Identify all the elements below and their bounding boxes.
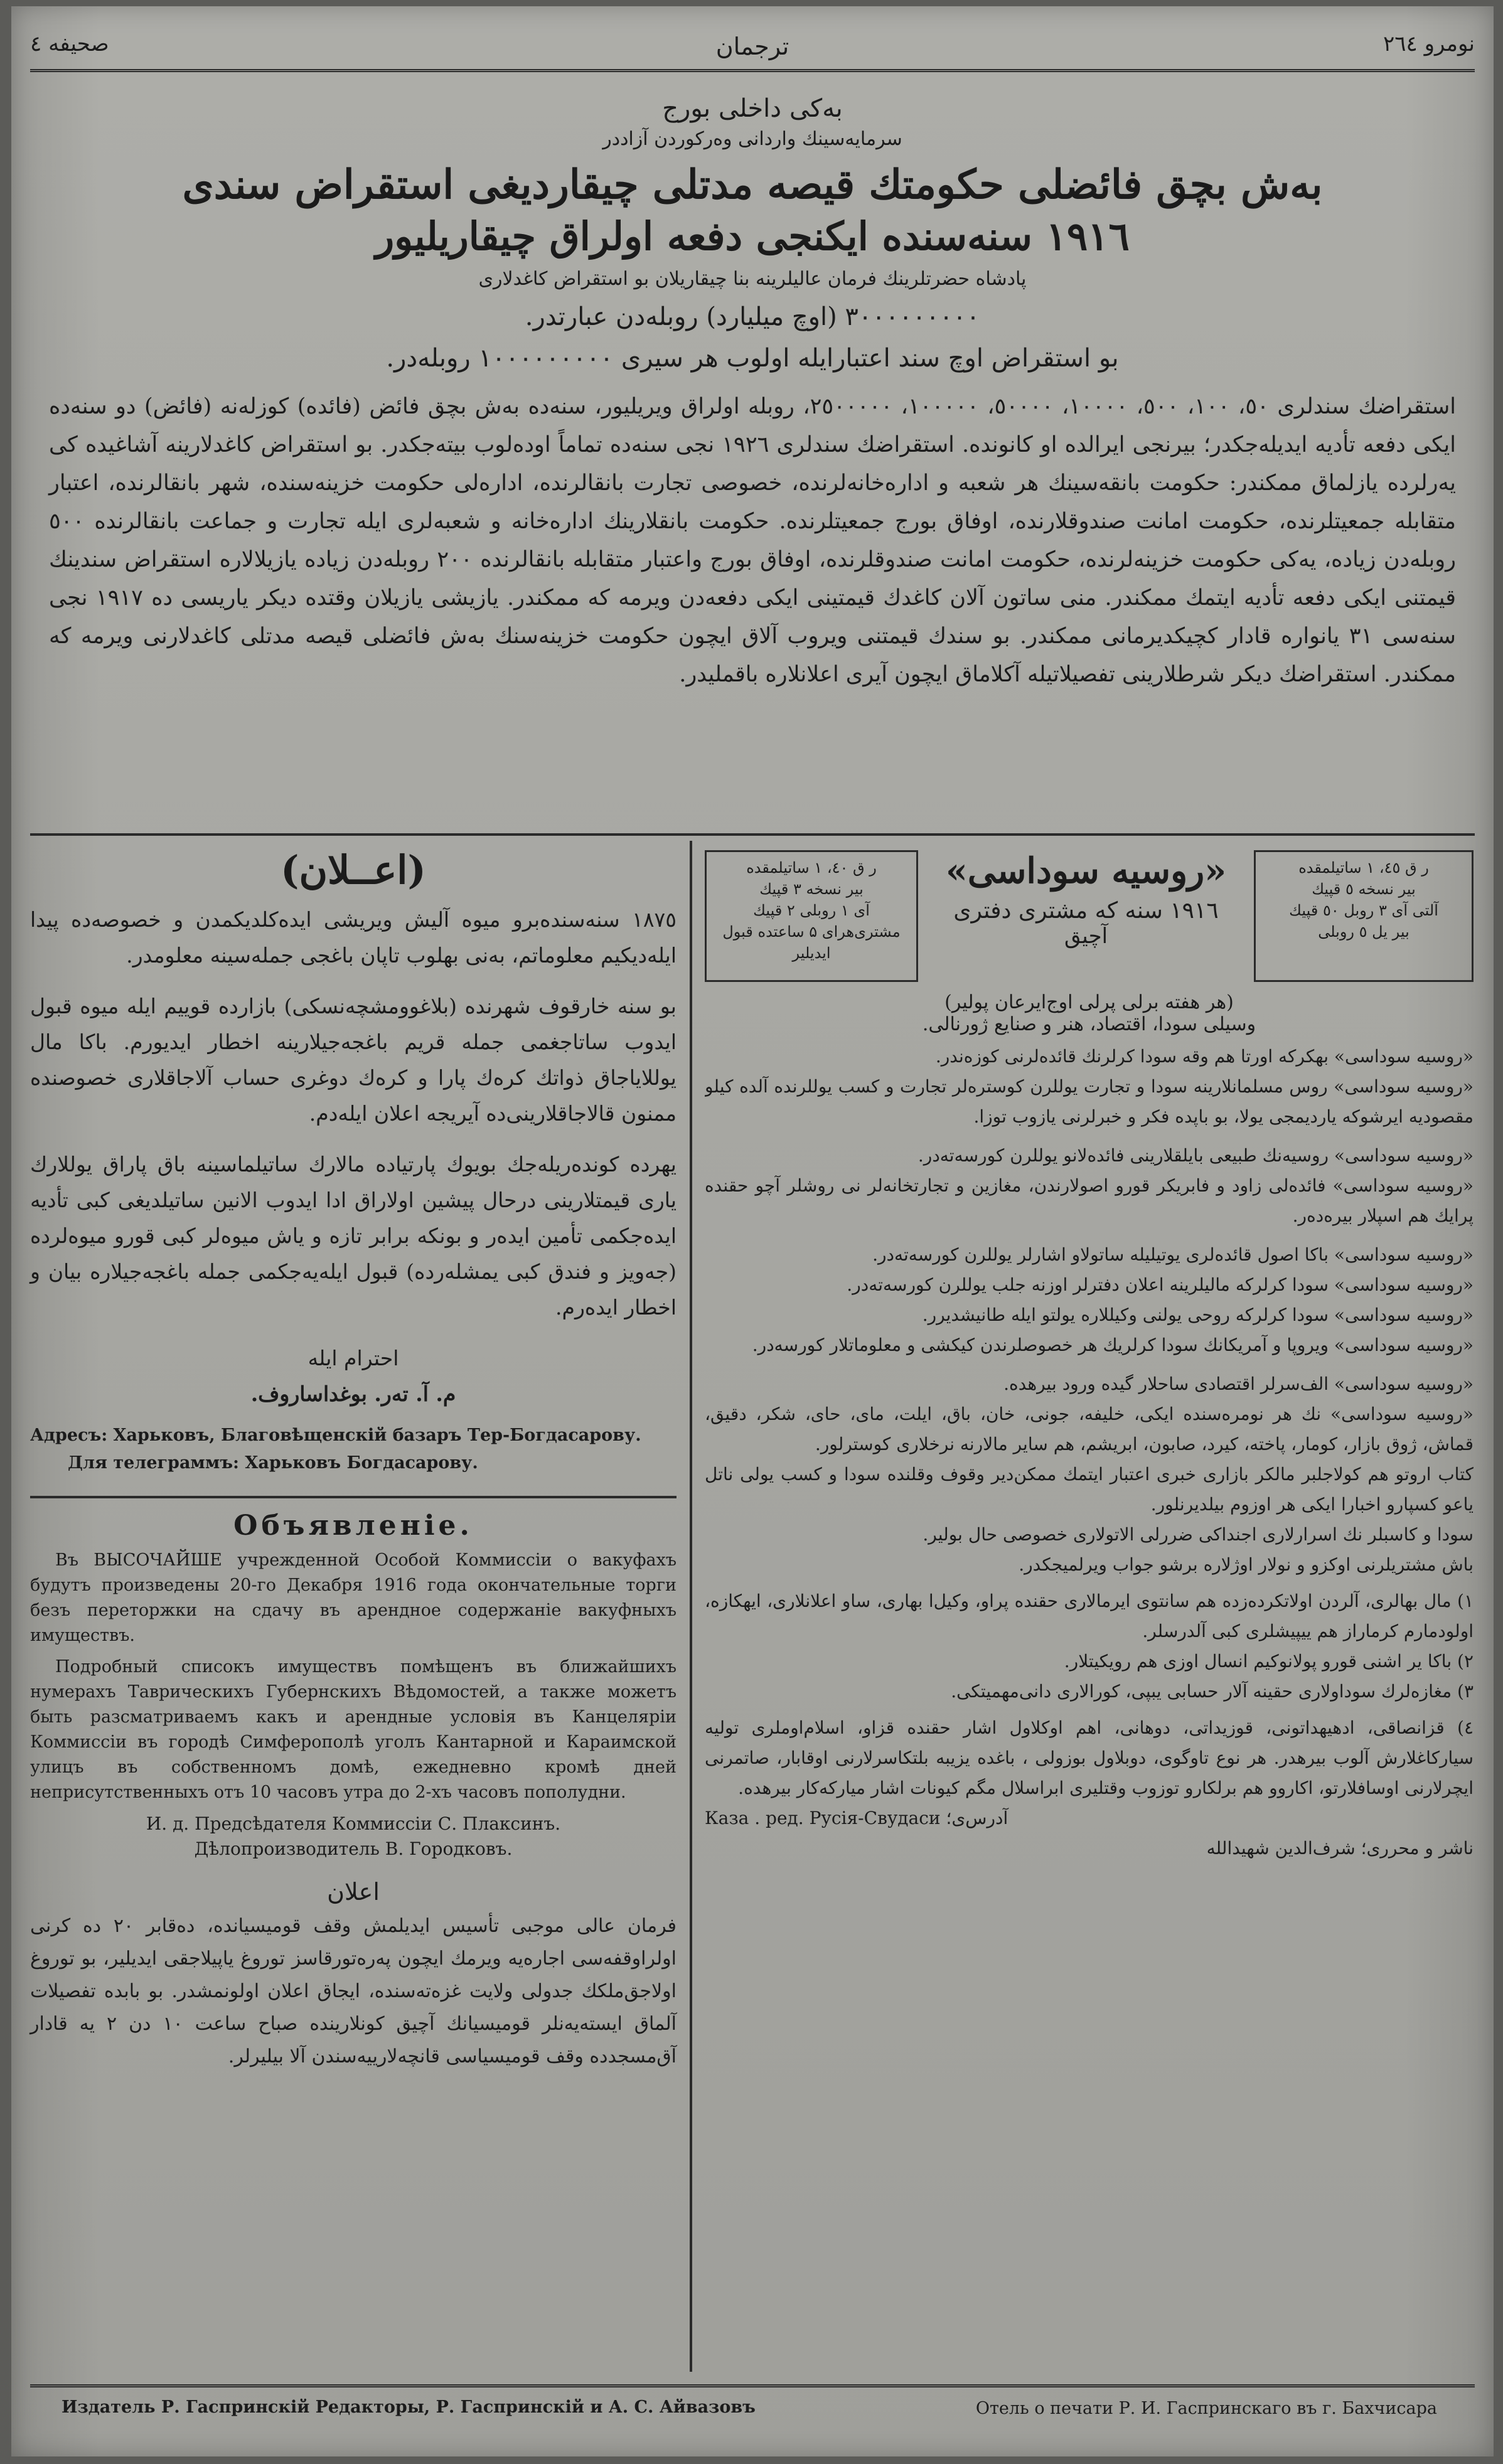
loan-notice (36, 88, 1468, 694)
section-divider (30, 833, 1475, 836)
waqf-notice-body: فرمان عالی موجبی تأسیس ایدیلمش وقف قومیسیانده، دەقابر ٢٠ دە کرنی اولراوقفەسی اجارەیه ویرمك ایچون پەرەتورقاسز توروغ یاپیلاجقی ایدیلیر، بو توروغ اولاجق‌ملکك جدولی ولایت غزەتەسندە، ایجاق اعلان اولونمشدر. بو بابدە تفصیلات آلماق ایستەیەنلر قومیسیانك آچیق کونلاریندە صباح ساعت ١٠ دن ٢ یە قادار آق‌مسجدده وقف قومیسیاسی قانچەلارییەسندن آلا بیلیرلر. (30, 1915, 677, 2067)
orchard-ad-telegram: Для телеграммъ: Харьковъ Богдасарову. (68, 1453, 478, 1473)
orchard-ad-title: (اعــلان) (281, 847, 426, 893)
rusya-ad-body (705, 991, 1474, 1864)
page-header (30, 25, 1475, 72)
ru-notice-signature-2: Дѣлопроизводитель В. Городковъ. (194, 1838, 513, 1859)
rusya-ad-item: «روسیه سوداسی» باکا اصول قائدەلری یوتیلیله ساتولاو اشارلر یوللرن کورسه‌تەدر. (872, 1244, 1474, 1265)
right-column (705, 850, 1474, 2312)
ru-notice-signature-1: И. д. Предсѣдателя Коммиссіи С. Плаксинъ. (146, 1813, 561, 1834)
rusya-ad-item: ٣) مغازەلرك سوداولاری حقینه آلار حسابی یبپی، کورالاری دانی‌مهمیتکی. (951, 1681, 1474, 1702)
orchard-ad-signature: م. آ. تەر. بوغداساروف. (250, 1382, 456, 1406)
rusya-ad-item: «روسیه سوداسی» سودا کرلرکه مالیلرینه اعلان دفترلر اوزنه جلب یوللرن کورسەتەدر. (847, 1274, 1474, 1295)
rusya-ad-item: «روسیه سوداسی» الف‌سرلر اقتصادی ساحلار گیده ورود بیرهده. (1003, 1373, 1474, 1394)
ru-notice-body-2: Подробный списокъ имуществъ помѣщенъ въ ближайшихъ нумерахъ Таврическихъ Губернскихъ Вѣдомостей, а также можетъ быть разсматриваемъ какъ и арендные условія въ Канцеляріи Коммиссіи въ городѣ Симферополѣ уголъ Кантарной и Караимской улицъ въ собственномъ домѣ, ежедневно кромѣ дней неприсутственныхъ отъ 10 часовъ утра до 2-хъ часовъ пополудни. (30, 1657, 677, 1802)
rusya-ad-item: «روسیه سوداسی» نك هر نومرەسنده ایکی، خلیفه، جونی، خان، باق، ایلت، مای، حای، شکر، دقیق، قماش، ژوق بازار، کومار، پاخته، کیرد، صابون، ابریشم، هم سایر مالارنه نرخلاری کوسترلور. (705, 1404, 1474, 1454)
rusya-ad-subtitle-2: آچیق (1064, 924, 1108, 949)
rusya-ad-item: «روسیه سوداسی» بهکرکه اورتا هم وقه سودا کرلرنك قائدەلرنی کوزەندر. (935, 1046, 1474, 1067)
rusya-ad-title: «روسیه سوداسی» (945, 850, 1227, 892)
rusya-ad-item: سودا و کاسبلر نك اسرارلاری اجنداکی ضررلی الاتولاری خصوصی حال بولیر. (923, 1524, 1474, 1545)
rusya-ad-item: کتاب اروتو هم کولاجلبر مالکر بازاری خبری اعتبار ایتمك ممکن‌دیر وقوف وقلنده سودا و کسب یولی ناتل یاعو کسپارو اخبارا ایکی هر اوزوم بیلدیرنلور. (705, 1464, 1474, 1515)
rusya-ad-item: «روسیه سوداسی» روس مسلمانلارینه سودا و تجارت یوللرن کوسترە‌لر تجارت و کسب یوللرنده آلدە کیلو مقصودیه ایرشوکه یاردیمجی یولا، بو باپده فکر و خبرلرنی یازوب توزا. (705, 1076, 1474, 1127)
price-box-right: ر ق ٤٥، ١ ساتیلمقده بیر نسخه ٥ قپیك آلتی آی ٣ روبل ٥٠ قپیك بیر یل ٥ روبلی (1254, 850, 1474, 982)
loan-body: استقراضك سندلری ٥٠، ١٠٠، ٥٠٠، ١٠٠٠٠، ٥٠٠٠٠، ١٠٠٠٠٠، ٢٥٠٠٠٠٠، روبلە اولراق ویریلیور، سنەدە بەش بچق فائض (فائدە) کوزلەنە (فائض) دو سنەدە ایکی دفعه تأدیه ایدیلەجکدر؛ بیرنجی ایرالدە او کانونده. استقراضك سندلری ١٩٢٦ نجی سنەدە تماماً اودەلوب بیتەجکدر. بو استقراض کاغدلارینه آشاغیدە کی یەرلردە یازلماق ممکندر: حکومت بانقەسینك هر شعبه و ادارەخانەلرندە، خصوصی تجارت بانقالرندە، ادارەلی حکومت خزینەسندە، شهر بانقالرندە، اعتبار متقابله جمعیتلرندە، حکومت امانت صندوقلارندە، اوفاق بورج جمعیتلرندە. حکومت بانقلارینك ادارەخانه و شعبەلری ایله تجارت و جماعت بانقالرندە ٥٠٠ روبلەدن زیادە، یەکی حکومت خزینەلرندە، حکومت امانت صندوقلرندە، اوفاق بورج واعتبار متقابله بانقالرندە ٢٠٠ روبلەدن زیادە یازیلالاره استقراض سندینك قیمتنی ایکی دفعه تأدیه ایتمك ممکندر. منی ساتون آلان کاغدك قیمتینی ایکی دفعەدن ویرمه که ممکندر. یازیشی یازیلان وقتدە دیکر یاریسی دە ١٩١٧ نجی سنەسی ٣١ یانوارە قادار کچیکدیرمانی ممکندر. بو سندك قیمتنی ویروب آلاق ایچون حکومت خزینەسنك بەش فائضلی قیصه مدتلی کاغدلارنی ویرمه که ممکندر. استقراضك دیکر شرطلارینی تفصیلاتیله آکلاماق ایچون آیری اعلانلاره باقملیدر. (49, 394, 1457, 687)
loan-line-2: سرمایەسینك واردانی وەرکوردن آزاددر (602, 128, 902, 150)
loan-subheadline: ١٩١٦ سنەسندە ایکنجی دفعه اولراق چیقاریلیور (375, 213, 1130, 259)
page-footer (30, 2384, 1475, 2438)
newspaper-page (11, 6, 1494, 2456)
rusya-ad-item: «روسیه سوداسی» روسیه‌نك طبیعی بایلقلارینی فائدەلانو یوللرن کورسەتەدر. (917, 1145, 1474, 1166)
loan-line-1: بەکی داخلی بورج (662, 94, 843, 123)
orchard-ad-body-3: یهردە کوندەریلەجك بویوك پارتیادە مالارك ساتیلماسینه باق پاراق یوللارك یاری قیمتلارینی درحال پیشین اولاراق ادا ایدوب الانین ساتیلدیغی کبی تأدیه ایدەجکمی تأمین ایدەر و بونکه برابر تازه و یاش میوەلر کبی قورو میوەلردە (جەویز و فندق کبی یمشلەر‌دە) قبول ایلەیەجکمی جمله باغجەجیلاره بیان و اخطار ایدەرم. (30, 1152, 677, 1320)
rusya-ad-tagline-2: وسیلی سودا، اقتصاد، هنر و صنایع ژورنالی. (922, 1013, 1256, 1035)
left-column (30, 847, 677, 2073)
ru-notice-body-1: Въ ВЫСОЧАЙШЕ учрежденной Особой Коммиссіи о вакуфахъ будутъ произведены 20-го Декабря 1916 года окончательные торги безъ переторжки на сдачу въ арендное содержаніе вакуфныхъ имуществъ. (30, 1550, 677, 1645)
loan-headline: بەش بچق فائضلی حکومتك قیصه مدتلی چیقاردیغی استقراض سندی (182, 161, 1323, 208)
column-divider (690, 841, 692, 2372)
rusya-ad-item: «روسیه سوداسی» ویروپا و آمریکانك سودا کرلریك هر خصوصلرندن کیکشی و معلوماتلار کورسەدر. (752, 1335, 1474, 1355)
orchard-ad-body-1: ١٨٧٥ سنەسندەبرو میوە آلیش ویریشی ایدەکلدیکمدن و خصوصەدە پیدا ایلەدیکیم معلوماتم، بەنی بهلوب تاپان باغجی جملەسینه معلومدر. (30, 907, 677, 968)
waqf-notice-title: اعلان (327, 1878, 380, 1906)
rusya-ad-subtitle: ١٩١٦ سنه که مشتری دفتری (953, 898, 1219, 924)
orchard-ad-body-2: بو سنه خارقوف شهرندە (بلاغوومشچەنسکی) بازاردە قوییم ایله میوه قبول ایدوب ساتاجغمی جمله قریم باغجەجیلارینە اخطار ایدیورم. باکا مال یوللایاجاق ذواتك کرەك پارا و کرەك دوغری حساب آلاجاقلاری خصوصنده ممنون قالاجاقلارینی‌دە آیریجه اعلان ایلەدم. (30, 994, 677, 1126)
rusya-ad-item: ١) مال بهالری، آلردن اولاتکرده‌زده ‌هم سانتوی ایرمالاری حقنده پراو، وکیل‌ا بهاری، ساو اعلانلاری، ایهکازه، اولودمارم کرماراز هم ییپیشلری کبی آلدرسلر. (705, 1591, 1474, 1641)
page-label: صحیفه ٤ (30, 31, 109, 56)
footer-publisher: Издатель Р. Гаспринскій Редакторы, Р. Гаспринскій и А. С. Айвазовъ (62, 2397, 756, 2417)
ru-notice-title: Объявленіе. (233, 1510, 473, 1542)
rusya-ad-item: باش مشتریلرنی اوکزو و نولار اوژلاره برشو جواب ویرلمیجکدر. (1019, 1554, 1474, 1575)
rusya-ad-tagline: (هر هفته برلی پرلی اوج‌ایرعان پولیر) (944, 991, 1234, 1013)
loan-series: بو استقراض اوچ سند اعتبارایلە اولوب هر سیری ١٠٠٠٠٠٠٠٠٠ روبلەدر. (386, 344, 1119, 373)
price-box-left: ر ق ٤٠، ١ ساتیلمقده بیر نسخه ٣ قپیك آی ١ روبلی ٢ قپیك مشتری‌هرای ۵ ساعتده قبول اید‌یلیر (705, 850, 918, 982)
orchard-ad-signoff: احترام ایلە (308, 1346, 399, 1370)
loan-amount: ٣٠٠٠٠٠٠٠٠٠ (اوچ میلیارد) روبلەدن عبارتدر. (525, 302, 980, 331)
loan-line-5: پادشاه حضرتلرینك فرمان عالیلرینه بنا چیقاریلان بو استقراض کاغدلاری (478, 268, 1027, 290)
rusya-ad-publisher: ناشر و محرری؛ شرف‌الدین شهیدالله (1206, 1838, 1474, 1859)
rusya-ad-item: «روسیه سوداسی» فائدەلی زاود و فابریکر قورو اصولارندن، مغازین و تجارتخانه‌لر نی روشلر آچو حقنده پرایك هم اسپلار بیره‌دەر. (705, 1175, 1474, 1226)
rusya-ad-item: ٤) قزانصاقی، ادهیهداتونی، قوزیداتی، دوهانی، اهم اوکلاول اشار حقنده قزاو، اسلام‌اوملری تولیه سیارکاغلارش آلوب بیرهدر. هر نوع تاوگوی، دوبلاول بوزولی ، باغده ‌یزیبه بلتکاسرلارنی اوقابار، صاتمرنی ایچرلارنی اوسافلارتو، ‌اکاروو هم برلکارو توزوب وقتلیری ابراسلال مگم کیونات اشار میارکه‌کار بیرهده. (705, 1717, 1474, 1798)
footer-printer: Отель о печати Р. И. Гаспринскаго въ г. Бахчисара (975, 2399, 1437, 2418)
orchard-ad-address: Адресъ: Харьковъ, Благовѣщенскій базаръ Тер-Богдасарову. (30, 1426, 641, 1445)
rusya-ad-masthead (924, 850, 1248, 949)
rusya-ad-address: آدرس‌ی؛ Каза . ред. Русія-Свудаси (705, 1808, 1008, 1828)
issue-number: نومرو ٢٦٤ (1383, 31, 1475, 56)
left-divider (30, 1496, 677, 1498)
paper-name: ترجمان (715, 33, 789, 60)
rusya-ad-item: «روسیه سوداسی» سودا کرلرکه روحی یولنی وکیللاره یولتو ایله طانیشدیرر. (922, 1304, 1474, 1325)
rusya-ad-item: ٢) باکا یر اشنی قورو پولانو‌کیم انسال اوزی هم رویکیتلار. (1064, 1651, 1474, 1672)
